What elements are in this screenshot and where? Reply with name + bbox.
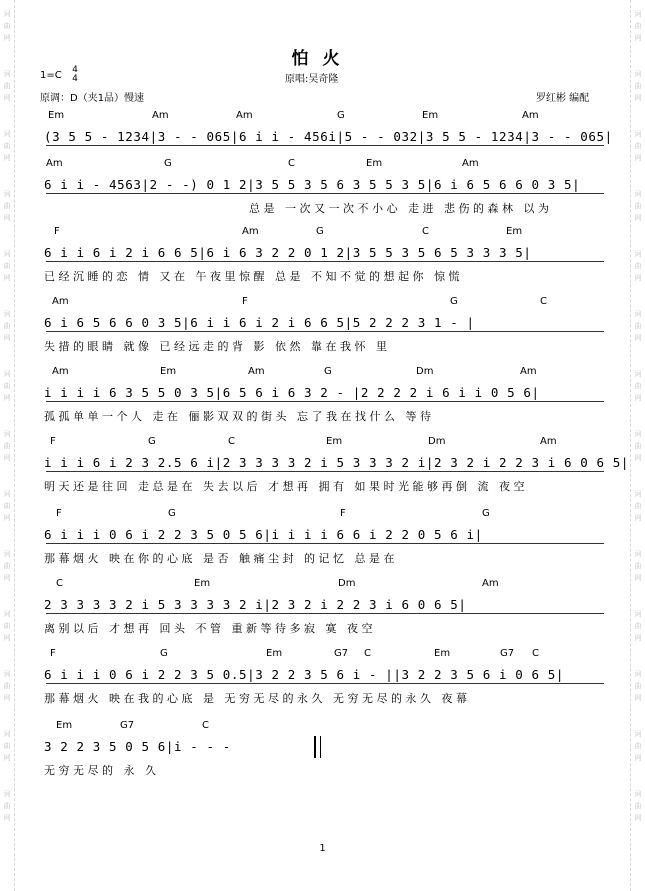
notation-row: [44, 174, 604, 196]
notation-row: [44, 452, 630, 474]
notation-row: [44, 382, 604, 404]
final-barline: [314, 736, 321, 758]
chord: G: [168, 508, 176, 519]
lyrics-row: 那幕烟火 映在我的心底 是 无穷无尽的永久 无穷无尽的永久 夜幕: [44, 692, 471, 705]
chord: G: [160, 648, 168, 659]
chord: G: [148, 436, 156, 447]
chord: F: [50, 648, 56, 659]
chord: C: [540, 296, 547, 307]
chord: Am: [52, 296, 69, 307]
notation-text: 6 i i i 0 6 i 2 2 3 5 0 5 6|i i i i 6 6 i 2 2 0 5 6 i|: [44, 527, 483, 542]
beam-line: [46, 261, 604, 262]
chord: Em: [160, 366, 177, 377]
notation-row: [44, 664, 604, 686]
watermark: 词 曲 网: [3, 550, 11, 582]
watermark: 词 曲 网: [3, 610, 11, 642]
original-key: 原调：D（夹1品）慢速: [40, 93, 145, 104]
watermark: 词 曲 网: [3, 70, 11, 102]
watermark: 词 曲 网: [3, 430, 11, 462]
chord: Am: [152, 110, 169, 121]
watermark: 词 曲 网: [634, 10, 642, 42]
watermark: 词 曲 网: [3, 130, 11, 162]
watermark: 词 曲 网: [634, 130, 642, 162]
lyrics-row: 无穷无尽的 永 久: [44, 764, 160, 777]
lyrics-row: 离别以后 才想再 回头 不管 重新等待多寂 寞 夜空: [44, 622, 376, 635]
notation-text: 6 i i - 4563|2 - -) 0 1 2|3 5 5 3 5 6 3 5 5 3 5|6 i 6 5 6 6 0 3 5|: [44, 177, 581, 192]
lyrics-row: 那幕烟火 映在你的心底 是否 触痛尘封 的记忆 总是在: [44, 552, 398, 565]
chord: Dm: [338, 578, 356, 589]
watermark: 词 曲 网: [634, 670, 642, 702]
watermark: 词 曲 网: [634, 430, 642, 462]
watermark: 词 曲 网: [634, 370, 642, 402]
notation-text: i i i 6 i 2 3 2.5 6 i|2 3 3 3 3 2 i 5 3 3 3 2 i|2 3 2 i 2 2 3 i 6 0 6 5|: [44, 455, 630, 470]
time-sig-top: 4: [72, 65, 78, 75]
watermark: 词 曲 网: [634, 550, 642, 582]
key-label: 1=C: [40, 70, 62, 81]
chord: Am: [482, 578, 499, 589]
chord: Em: [326, 436, 343, 447]
chord: G: [482, 508, 490, 519]
arranger: 罗红彬 编配: [536, 93, 590, 104]
chord: Am: [520, 366, 537, 377]
beam-line: [46, 543, 604, 544]
time-signature: [70, 66, 80, 84]
chord-row: [44, 110, 604, 123]
chord: Am: [236, 110, 253, 121]
system-7: [44, 508, 604, 578]
song-title: 怕火: [291, 49, 354, 69]
chord: Am: [248, 366, 265, 377]
chord: F: [50, 436, 56, 447]
chord: F: [54, 226, 60, 237]
notation-text: 3 2 2 3 5 0 5 6|i - - -: [44, 739, 231, 754]
beam-line: [46, 193, 604, 194]
chord: Em: [366, 158, 383, 169]
watermark: 词 曲 网: [3, 10, 11, 42]
chord: F: [242, 296, 248, 307]
watermark: 词 曲 网: [3, 790, 11, 822]
right-watermark-strip: [630, 0, 645, 891]
chord: G: [450, 296, 458, 307]
system-10: [44, 720, 604, 790]
chord: Em: [48, 110, 65, 121]
watermark: 词 曲 网: [3, 730, 11, 762]
chord-row: [44, 436, 604, 449]
lyrics-row: 已经沉睡的恋 情 又在 午夜里惊醒 总是 不知不觉的想起你 惊慌: [44, 270, 463, 283]
beam-line: [46, 331, 604, 332]
chord: Em: [422, 110, 439, 121]
chord: Am: [540, 436, 557, 447]
watermark: 词 曲 网: [634, 70, 642, 102]
chord: C: [422, 226, 429, 237]
chord: F: [56, 508, 62, 519]
chord: Am: [52, 366, 69, 377]
chord-row: [44, 296, 604, 309]
system-6: [44, 436, 630, 506]
notation-text: 2 3 3 3 3 2 i 5 3 3 3 3 2 i|2 3 2 i 2 2 3 i 6 0 6 5|: [44, 597, 467, 612]
chord: C: [288, 158, 295, 169]
original-singer: 原唱:吴奇隆: [285, 74, 339, 85]
chord: Em: [506, 226, 523, 237]
chord: C: [202, 720, 209, 731]
watermark: 词 曲 网: [634, 490, 642, 522]
chord: C: [228, 436, 235, 447]
chord-row: [44, 648, 604, 661]
chord: G7: [120, 720, 135, 731]
chord-row: [44, 366, 604, 379]
notation-row: [44, 126, 613, 148]
chord: Dm: [428, 436, 446, 447]
chord: Em: [266, 648, 283, 659]
system-4: [44, 296, 604, 366]
chord: Em: [434, 648, 451, 659]
notation-row: [44, 524, 604, 546]
watermark: 词 曲 网: [634, 310, 642, 342]
lyrics-row: 总是 一次又一次不小心 走进 悲伤的森林 以为: [249, 202, 553, 215]
system-9: [44, 648, 604, 718]
chord: G: [164, 158, 172, 169]
watermark: 词 曲 网: [634, 790, 642, 822]
system-2: [44, 158, 604, 228]
chord-row: [44, 158, 604, 171]
chord: C: [364, 648, 371, 659]
watermark: 词 曲 网: [3, 190, 11, 222]
chord-row: [44, 226, 604, 239]
watermark: 词 曲 网: [634, 610, 642, 642]
chord: Am: [462, 158, 479, 169]
chord: Em: [194, 578, 211, 589]
notation-row: [44, 736, 604, 758]
beam-line: [46, 145, 604, 146]
chord: Am: [46, 158, 63, 169]
lyrics-row: 孤孤单单一个人 走在 俪影双双的街头 忘了我在找什么 等待: [44, 410, 435, 423]
watermark: 词 曲 网: [3, 370, 11, 402]
notation-text: 6 i i i 0 6 i 2 2 3 5 0.5|3 2 2 3 5 6 i - ||3 2 2 3 5 6 i 0 6 5|: [44, 667, 565, 682]
watermark: 词 曲 网: [634, 190, 642, 222]
notation-row: [44, 594, 604, 616]
chord: Am: [242, 226, 259, 237]
notation-text: i i i i 6 3 5 5 0 3 5|6 5 6 i 6 3 2 - |2 2 2 2 i 6 i i 0 5 6|: [44, 385, 540, 400]
chord: G7: [334, 648, 349, 659]
lyrics-row: 失措的眼睛 就像 已经远走的背 影 依然 靠在我怀 里: [44, 340, 391, 353]
notation-text: (3 5 5 - 1234|3 - - 065|6 i i - 456i|5 - - 032|3 5 5 - 1234|3 - - 065|: [44, 129, 613, 144]
chord: C: [56, 578, 63, 589]
chord: Am: [522, 110, 539, 121]
watermark: 词 曲 网: [3, 670, 11, 702]
watermark: 词 曲 网: [3, 250, 11, 282]
notation-text: 6 i i 6 i 2 i 6 6 5|6 i 6 3 2 2 0 1 2|3 5 5 3 5 6 5 3 3 3 5|: [44, 245, 532, 260]
notation-row: [44, 312, 604, 334]
lyrics-row: 明天还是往回 走总是在 失去以后 才想再 拥有 如果时光能够再倒 流 夜空: [44, 480, 528, 493]
left-watermark-strip: [0, 0, 15, 891]
chord: G7: [500, 648, 515, 659]
system-3: [44, 226, 604, 296]
notation-text: 6 i 6 5 6 6 0 3 5|6 i i 6 i 2 i 6 6 5|5 2 2 2 3 1 - |: [44, 315, 475, 330]
time-sig-bottom: 4: [72, 74, 78, 84]
chord: G: [337, 110, 345, 121]
chord-row: [44, 578, 604, 591]
beam-line: [46, 683, 604, 684]
watermark: 词 曲 网: [634, 250, 642, 282]
watermark: 词 曲 网: [634, 730, 642, 762]
chord-row: [44, 720, 604, 733]
chord: G: [324, 366, 332, 377]
watermark: 词 曲 网: [3, 310, 11, 342]
system-8: [44, 578, 604, 648]
watermark: 词 曲 网: [3, 490, 11, 522]
notation-row: [44, 242, 604, 264]
chord-row: [44, 508, 604, 521]
beam-line: [46, 613, 604, 614]
system-5: [44, 366, 604, 436]
beam-line: [46, 401, 604, 402]
chord: C: [532, 648, 539, 659]
chord: Em: [56, 720, 73, 731]
chord: G: [316, 226, 324, 237]
chord: F: [340, 508, 346, 519]
beam-line: [46, 471, 604, 472]
page-number: 1: [319, 843, 326, 854]
chord: Dm: [416, 366, 434, 377]
